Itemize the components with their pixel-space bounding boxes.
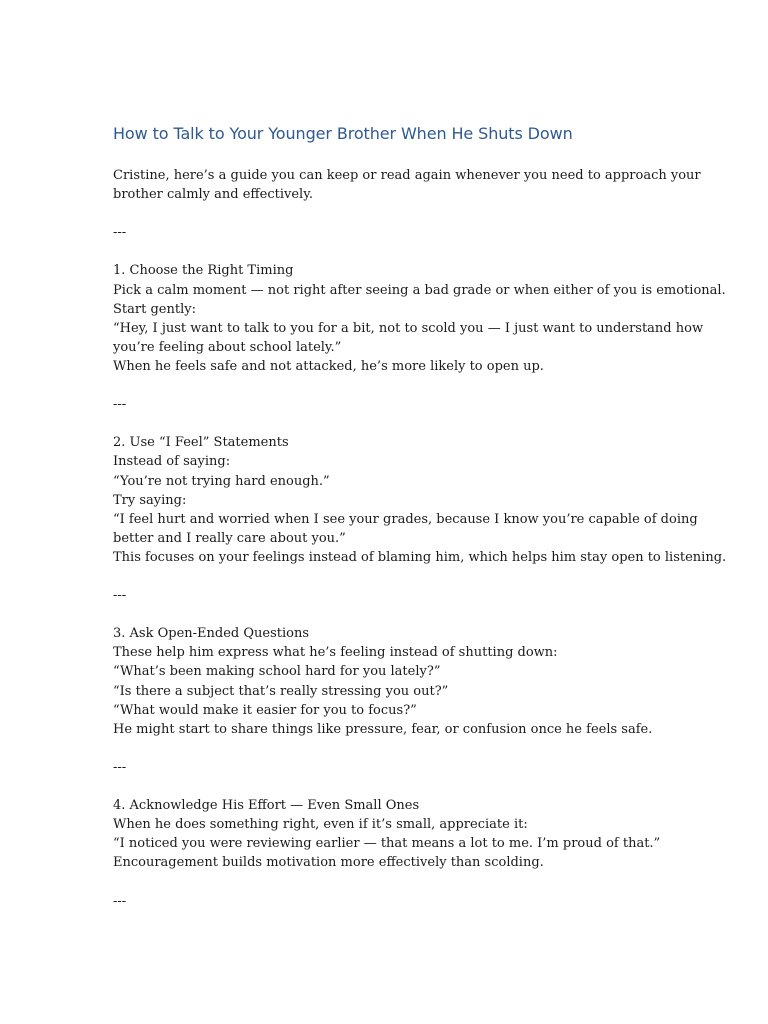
section-heading: 1. Choose the Right Timing (113, 263, 294, 279)
title-spacer (113, 146, 673, 166)
blank-line (113, 605, 673, 624)
body-line: These help him express what he’s feeling instead of shutting down: (113, 645, 558, 661)
blank-line (113, 872, 673, 891)
document-body (113, 166, 727, 911)
section-heading: 3. Ask Open-Ended Questions (113, 626, 310, 642)
body-line: Cristine, here’s a guide you can keep or read again whenever you need to approach your (113, 168, 701, 183)
body-line: When he does something right, even if it’s small, appreciate it: (113, 817, 528, 833)
section-heading: 2. Use “I Feel” Statements (113, 435, 289, 451)
document-title: How to Talk to Your Younger Brother When He Shuts Down (113, 124, 573, 143)
blank-line (113, 414, 673, 433)
body-line: Encouragement builds motivation more effectively than scolding. (113, 855, 544, 871)
section-divider: --- (113, 225, 127, 241)
section-divider: --- (113, 759, 127, 775)
blank-line (113, 242, 673, 261)
section-divider: --- (113, 588, 127, 604)
body-line: Pick a calm moment — not right after seeing a bad grade or when either of you is emotional. (113, 282, 726, 298)
body-line: Try saying: (113, 492, 187, 508)
body-line: This focuses on your feelings instead of blaming him, which helps him stay open to listening. (113, 549, 727, 565)
body-line: When he feels safe and not attacked, he’s more likely to open up. (113, 358, 544, 374)
body-line: “What’s been making school hard for you lately?” (113, 664, 441, 680)
body-line: better and I really care about you.” (113, 530, 346, 546)
blank-line (113, 739, 673, 758)
document-content (113, 122, 727, 911)
blank-line (113, 567, 673, 586)
body-line: “Is there a subject that’s really stressing you out?” (113, 683, 449, 699)
blank-line (113, 204, 673, 223)
body-line: you’re feeling about school lately.” (113, 339, 342, 355)
blank-line (113, 376, 673, 395)
blank-line (113, 777, 673, 796)
body-line: “Hey, I just want to talk to you for a bit, not to scold you — I just want to understand how (113, 320, 704, 336)
body-line: “What would make it easier for you to focus?” (113, 702, 417, 718)
body-line: Instead of saying: (113, 454, 231, 470)
body-line: Start gently: (113, 301, 196, 317)
section-divider: --- (113, 397, 127, 413)
section-heading: 4. Acknowledge His Effort — Even Small Ones (113, 798, 420, 814)
body-line: brother calmly and effectively. (113, 187, 313, 203)
body-line: “I feel hurt and worried when I see your grades, because I know you’re capable of doing (113, 511, 698, 527)
body-line: He might start to share things like pressure, fear, or confusion once he feels safe. (113, 721, 653, 737)
body-line: “I noticed you were reviewing earlier — that means a lot to me. I’m proud of that.” (113, 836, 661, 852)
section-divider: --- (113, 893, 127, 909)
body-line: “You’re not trying hard enough.” (113, 473, 330, 489)
